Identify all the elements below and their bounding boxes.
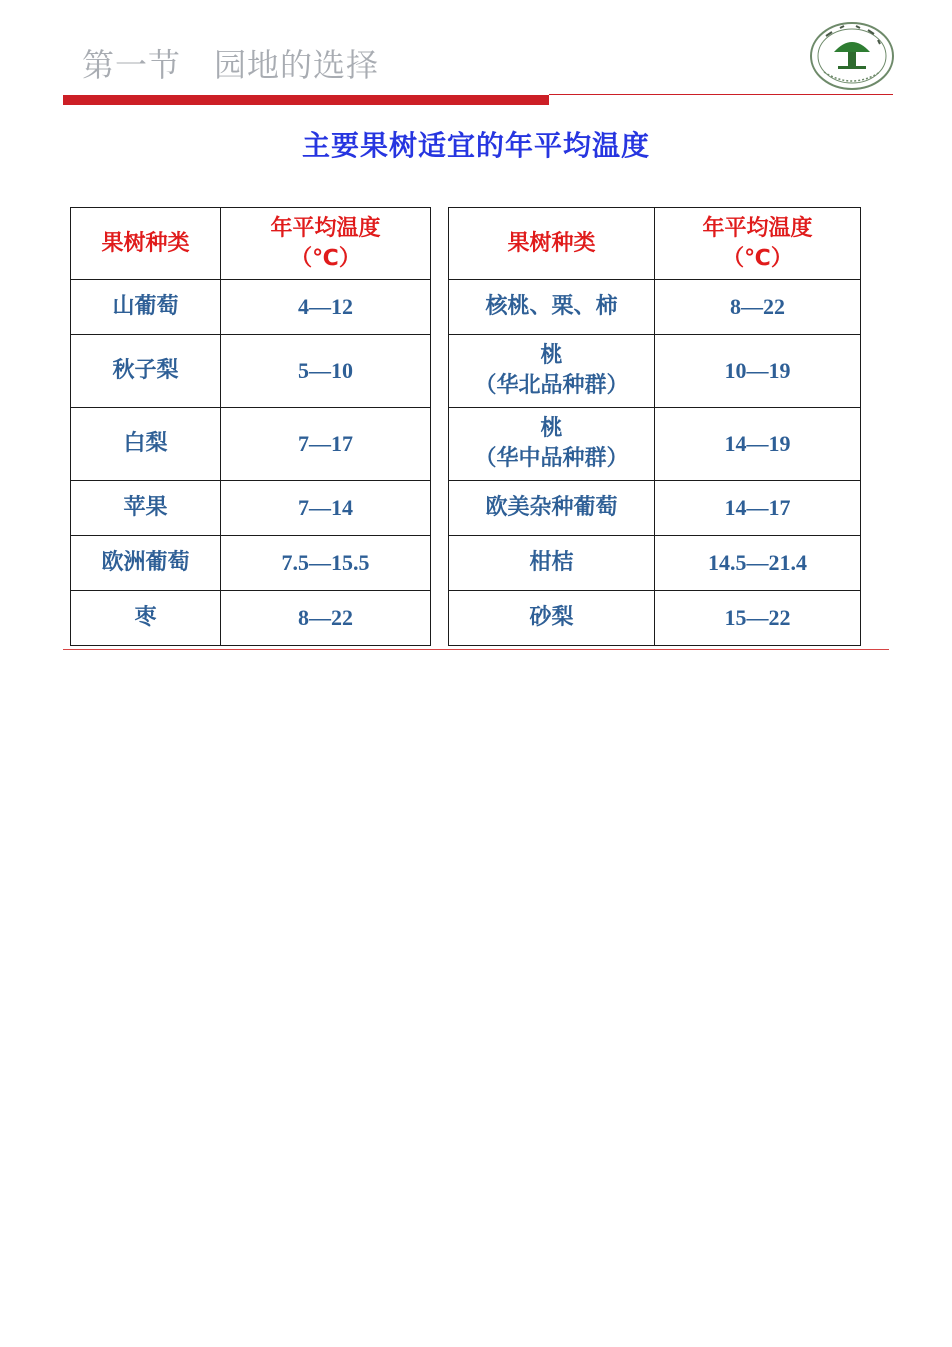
species-cell: 欧洲葡萄: [71, 536, 221, 591]
temperature-header: [655, 208, 861, 280]
temperature-cell: 5—10: [221, 335, 431, 408]
species-header: 果树种类: [449, 208, 655, 280]
species-group: （华中品种群）: [474, 446, 629, 471]
footer-rule: [63, 649, 889, 650]
temperature-cell: 14.5—21.4: [655, 536, 861, 591]
temperature-cell: 7.5—15.5: [221, 536, 431, 591]
species-cell: [449, 335, 655, 408]
species-cell: 欧美杂种葡萄: [449, 481, 655, 536]
header-accent-bar: [63, 95, 549, 105]
species-cell: 砂梨: [449, 591, 655, 646]
species-name: 桃: [540, 416, 563, 441]
temperature-table-right: [448, 207, 861, 646]
species-cell: [449, 408, 655, 481]
section-title: 第一节 园地的选择: [82, 46, 380, 84]
temperature-table-left: [70, 207, 431, 646]
table-row: [71, 591, 431, 646]
table-row: [449, 481, 861, 536]
table-title: 主要果树适宜的年平均温度: [301, 129, 650, 162]
table-row: [71, 408, 431, 481]
species-cell: 秋子梨: [71, 335, 221, 408]
species-name: 桃: [540, 343, 563, 368]
table-row: [449, 591, 861, 646]
temperature-cell: 7—14: [221, 481, 431, 536]
species-cell: 枣: [71, 591, 221, 646]
temperature-header-unit: （℃）: [722, 245, 793, 271]
table-row: [449, 335, 861, 408]
table-header-row: [449, 208, 861, 280]
table-row: [71, 481, 431, 536]
species-cell: 白梨: [71, 408, 221, 481]
species-cell: 核桃、栗、柿: [449, 280, 655, 335]
table-row: [449, 536, 861, 591]
temperature-cell: 8—22: [655, 280, 861, 335]
species-cell: 苹果: [71, 481, 221, 536]
temperature-cell: 8—22: [221, 591, 431, 646]
table-row: [71, 536, 431, 591]
temperature-cell: 7—17: [221, 408, 431, 481]
species-header: 果树种类: [71, 208, 221, 280]
temperature-header-label: 年平均温度: [702, 215, 813, 241]
temperature-cell: 14—17: [655, 481, 861, 536]
species-group: （华北品种群）: [474, 373, 629, 398]
species-cell: 山葡萄: [71, 280, 221, 335]
table-row: [71, 280, 431, 335]
species-cell: 柑桔: [449, 536, 655, 591]
table-row: [71, 335, 431, 408]
temperature-cell: 4—12: [221, 280, 431, 335]
temperature-cell: 15—22: [655, 591, 861, 646]
temperature-header-label: 年平均温度: [270, 215, 381, 241]
header-rule: [549, 94, 893, 95]
university-logo: [808, 20, 896, 92]
table-row: [449, 280, 861, 335]
table-header-row: [71, 208, 431, 280]
table-row: [449, 408, 861, 481]
temperature-cell: 10—19: [655, 335, 861, 408]
temperature-cell: 14—19: [655, 408, 861, 481]
temperature-header: [221, 208, 431, 280]
temperature-header-unit: （℃）: [290, 245, 361, 271]
